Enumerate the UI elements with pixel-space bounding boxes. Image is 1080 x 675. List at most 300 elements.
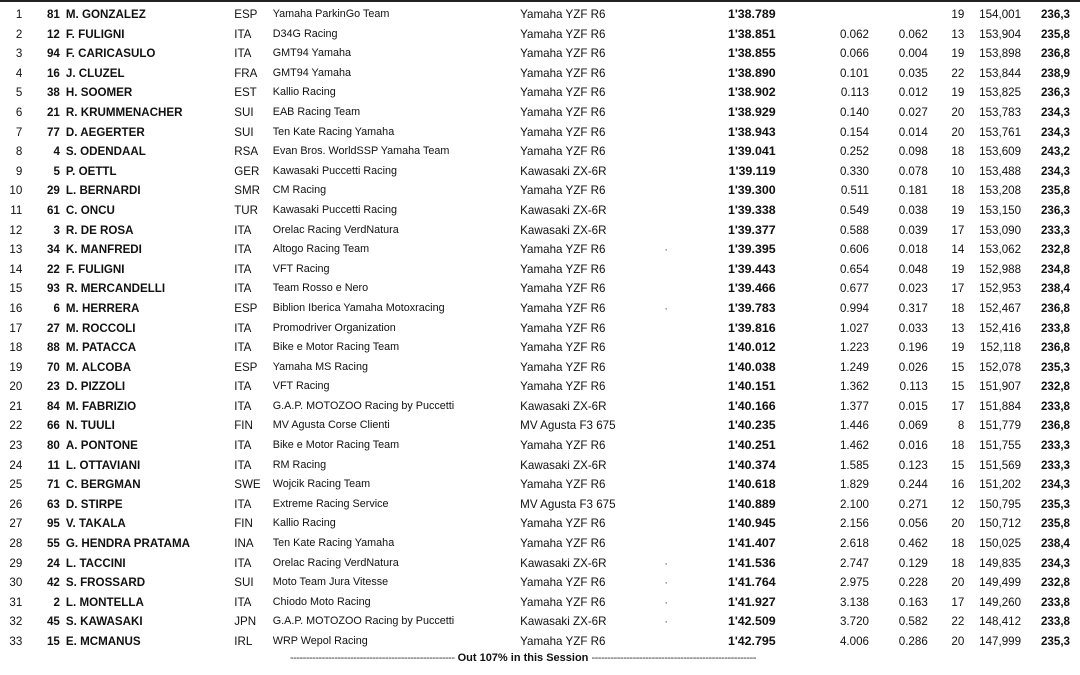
lap-time-cell: 1'40.235 (727, 418, 776, 433)
gap-to-previous-cell: 0.069 (898, 419, 928, 433)
team-cell: G.A.P. MOTOZOO Racing by Puccetti (272, 615, 455, 628)
gap-to-previous-cell: 0.026 (898, 360, 928, 374)
rider-surname: FROSSARD (80, 576, 146, 590)
best-lap-number-cell: 19 (951, 47, 965, 61)
best-lap-number-cell: 20 (951, 576, 965, 590)
nationality-cell: IRL (234, 635, 253, 648)
team-cell: WRP Wepol Racing (272, 635, 368, 647)
position-cell: 16 (9, 301, 23, 315)
gap-to-leader-cell: 0.677 (839, 282, 869, 296)
rider-name-cell (66, 5, 234, 25)
table-row (0, 142, 1080, 162)
average-speed-cell: 153,825 (979, 86, 1022, 100)
average-speed-cell: 152,078 (979, 360, 1022, 374)
motorcycle-cell: Yamaha YZF R6 (520, 262, 606, 276)
average-speed-cell: 151,569 (979, 458, 1022, 472)
team-cell: Orelac Racing VerdNatura (272, 556, 399, 569)
best-lap-number-cell: 22 (951, 615, 965, 629)
nationality-cell: SMR (234, 184, 260, 198)
nationality-cell: SWE (234, 478, 261, 492)
lap-time-cell: 1'39.395 (727, 242, 776, 257)
rider-number-cell: 2 (53, 595, 60, 609)
team-cell: Orelac Racing VerdNatura (272, 223, 399, 236)
gap-to-previous-cell: 0.123 (898, 458, 928, 472)
top-speed-cell: 236,8 (1040, 341, 1070, 355)
rider-number-cell: 3 (53, 223, 60, 237)
team-cell: CM Racing (272, 184, 327, 197)
gap-to-leader-cell: 3.138 (839, 595, 869, 609)
best-lap-number-cell: 20 (951, 105, 965, 119)
marker-cell: · (664, 301, 669, 315)
rider-number-cell: 77 (46, 125, 60, 139)
rider-initial: A. (65, 439, 78, 453)
position-cell: 15 (9, 282, 23, 296)
rider-initial: D. (65, 497, 78, 511)
average-speed-cell: 153,904 (979, 27, 1022, 41)
rider-surname: KAWASAKI (80, 615, 143, 629)
table-row (0, 103, 1080, 123)
top-speed-cell: 235,3 (1040, 635, 1070, 648)
average-speed-cell: 153,898 (979, 47, 1022, 61)
team-cell: RM Racing (272, 458, 327, 471)
rider-name-cell (66, 416, 234, 436)
rider-initial: D. (65, 380, 78, 394)
rider-surname: ALCOBA (81, 360, 132, 374)
average-speed-cell: 153,783 (979, 105, 1022, 119)
table-row (0, 221, 1080, 241)
position-cell: 21 (9, 399, 23, 413)
gap-to-leader-cell: 1.585 (839, 458, 869, 472)
best-lap-number-cell: 19 (951, 8, 965, 21)
average-speed-cell: 148,412 (979, 615, 1022, 629)
lap-time-cell: 1'38.890 (727, 65, 776, 80)
rider-initial: C. (65, 203, 78, 217)
rider-surname: BERNARDI (79, 184, 141, 198)
nationality-cell: ESP (234, 360, 258, 374)
marker-cell (654, 142, 678, 162)
lap-time-cell: 1'39.816 (727, 320, 776, 335)
rider-number-cell: 21 (46, 105, 60, 119)
gap-to-previous-cell: 0.018 (898, 243, 928, 257)
rider-initial: L. (65, 556, 77, 570)
nationality-cell: SUI (234, 576, 254, 590)
rider-surname: MCMANUS (80, 635, 141, 648)
marker-cell (654, 397, 678, 417)
gap-to-previous-cell: 0.012 (898, 86, 928, 100)
marker-cell (654, 358, 678, 378)
motorcycle-cell: Kawasaki ZX-6R (520, 223, 607, 237)
rider-surname: ONCU (80, 203, 115, 217)
position-cell: 23 (9, 439, 23, 453)
marker-cell: · (664, 576, 669, 590)
motorcycle-cell: Kawasaki ZX-6R (520, 615, 607, 629)
rider-initial: M. (65, 360, 79, 374)
lap-time-cell: 1'40.012 (727, 340, 776, 355)
rider-number-cell: 4 (53, 145, 60, 159)
gap-to-previous-cell: 0.113 (899, 380, 928, 394)
marker-cell (654, 319, 678, 339)
rider-initial: S. (65, 145, 77, 159)
best-lap-number-cell: 18 (951, 439, 965, 453)
gap-to-leader-cell: 0.606 (839, 243, 869, 257)
top-speed-cell: 236,3 (1040, 203, 1070, 217)
team-cell: Kawasaki Puccetti Racing (272, 203, 397, 216)
marker-cell (654, 44, 678, 64)
position-cell: 14 (9, 262, 23, 276)
lap-time-cell: 1'39.338 (727, 202, 776, 217)
lap-time-cell: 1'40.945 (727, 516, 776, 531)
rider-surname: PATACCA (82, 341, 137, 355)
nationality-cell: GER (234, 164, 260, 178)
rider-initial: K. (65, 243, 78, 257)
rider-name-cell (66, 319, 234, 339)
rider-initial: R. (65, 105, 78, 119)
gap-to-previous-cell (869, 5, 928, 25)
gap-to-previous-cell: 0.023 (898, 282, 928, 296)
team-cell: EAB Racing Team (272, 105, 361, 118)
rider-surname: TAKALA (79, 517, 126, 531)
position-cell: 28 (9, 537, 23, 551)
position-cell: 25 (9, 478, 23, 492)
table-row (0, 5, 1080, 25)
nationality-cell: FIN (234, 419, 253, 433)
top-speed-cell: 234,3 (1040, 105, 1070, 119)
rider-name-cell (66, 456, 234, 476)
results-table (0, 5, 1080, 652)
lap-time-cell: 1'41.764 (727, 575, 776, 590)
rider-number-cell: 22 (46, 262, 60, 276)
lap-time-cell: 1'40.251 (727, 438, 776, 453)
motorcycle-cell: Yamaha YZF R6 (520, 301, 606, 315)
table-row (0, 279, 1080, 299)
nationality-cell: ITA (234, 399, 252, 413)
nationality-cell: ITA (234, 458, 252, 472)
team-cell: Yamaha MS Racing (272, 360, 368, 373)
rider-number-cell: 80 (46, 439, 60, 453)
top-speed-cell: 235,3 (1040, 360, 1070, 374)
table-row (0, 201, 1080, 221)
lap-time-cell: 1'39.300 (727, 183, 776, 198)
rider-name-cell (66, 201, 234, 221)
rider-number-cell: 29 (46, 184, 60, 198)
rider-number-cell: 24 (46, 556, 60, 570)
position-cell: 29 (9, 556, 23, 570)
team-cell: Wojcik Racing Team (272, 478, 371, 491)
top-speed-cell: 233,3 (1040, 439, 1070, 453)
rider-number-cell: 16 (46, 66, 60, 80)
rider-name-cell (66, 162, 234, 182)
best-lap-number-cell: 19 (951, 86, 965, 100)
motorcycle-cell: Yamaha YZF R6 (520, 380, 606, 394)
gap-to-previous-cell: 0.015 (898, 399, 928, 413)
rider-initial: F. (65, 27, 75, 41)
gap-to-leader-cell: 2.747 (839, 556, 869, 570)
rider-name-cell (66, 181, 234, 201)
rider-initial: E. (65, 635, 77, 648)
rider-name-cell (66, 279, 234, 299)
position-cell: 24 (9, 458, 23, 472)
rider-number-cell: 27 (46, 321, 60, 335)
team-cell: G.A.P. MOTOZOO Racing by Puccetti (272, 399, 455, 412)
table-row (0, 377, 1080, 397)
nationality-cell: ITA (234, 341, 252, 355)
position-cell: 20 (9, 380, 23, 394)
best-lap-number-cell: 18 (951, 556, 965, 570)
position-cell: 9 (15, 164, 23, 178)
best-lap-number-cell: 18 (951, 537, 965, 551)
rider-initial: N. (65, 419, 78, 433)
marker-cell (654, 103, 678, 123)
motorcycle-cell: Yamaha YZF R6 (520, 439, 606, 453)
table-row (0, 123, 1080, 143)
marker-cell (654, 25, 678, 45)
nationality-cell: ITA (234, 497, 252, 511)
team-cell: Ten Kate Racing Yamaha (272, 125, 395, 138)
average-speed-cell: 152,953 (979, 282, 1022, 296)
position-cell: 33 (9, 635, 23, 648)
table-row (0, 181, 1080, 201)
rider-surname: TUULI (80, 419, 115, 433)
rider-surname: KRUMMENACHER (80, 105, 183, 119)
rider-initial: V. (65, 517, 76, 531)
position-cell: 4 (15, 66, 23, 80)
marker-cell (654, 377, 678, 397)
rider-name-cell (66, 83, 234, 103)
rider-initial: D. (65, 125, 78, 139)
rider-name-cell (66, 573, 234, 593)
top-speed-cell: 233,8 (1040, 399, 1070, 413)
rider-number-cell: 88 (46, 341, 60, 355)
lap-time-cell: 1'38.929 (727, 104, 776, 119)
team-cell: MV Agusta Corse Clienti (272, 419, 390, 432)
marker-cell: · (664, 556, 669, 570)
lap-time-cell: 1'40.151 (727, 379, 776, 394)
top-speed-cell: 233,8 (1040, 615, 1070, 629)
nationality-cell: ITA (234, 595, 252, 609)
position-cell: 22 (9, 419, 23, 433)
motorcycle-cell: MV Agusta F3 675 (520, 419, 616, 433)
rider-name-cell (66, 240, 234, 260)
gap-to-leader-cell: 0.062 (839, 27, 869, 41)
rider-initial: S. (65, 576, 77, 590)
rider-surname: TACCINI (79, 556, 126, 570)
average-speed-cell: 153,609 (979, 145, 1022, 159)
nationality-cell: JPN (234, 615, 257, 629)
rider-name-cell (66, 436, 234, 456)
rider-surname: STIRPE (80, 497, 123, 511)
rider-number-cell: 45 (46, 615, 60, 629)
team-cell: Kallio Racing (272, 517, 336, 530)
best-lap-number-cell: 19 (951, 341, 965, 355)
top-speed-cell: 233,8 (1040, 595, 1070, 609)
team-cell: Promodriver Organization (272, 321, 396, 334)
rider-number-cell: 71 (46, 478, 60, 492)
gap-to-leader-cell: 1.249 (839, 360, 869, 374)
rider-number-cell: 61 (46, 203, 60, 217)
rider-initial: G. (65, 537, 79, 551)
rider-number-cell: 81 (46, 8, 60, 21)
gap-to-previous-cell: 0.582 (898, 615, 928, 629)
motorcycle-cell: Kawasaki ZX-6R (520, 164, 607, 178)
average-speed-cell: 154,001 (979, 8, 1022, 21)
lap-time-cell: 1'39.041 (727, 144, 776, 159)
team-cell: Ten Kate Racing Yamaha (272, 537, 395, 550)
marker-cell (654, 456, 678, 476)
lap-time-cell: 1'38.851 (727, 26, 776, 41)
marker-cell (654, 338, 678, 358)
position-cell: 6 (15, 105, 23, 119)
results-table-body (0, 5, 1080, 652)
best-lap-number-cell: 15 (951, 458, 965, 472)
rider-number-cell: 84 (46, 399, 60, 413)
lap-time-cell: 1'41.536 (727, 555, 776, 570)
team-cell: Bike e Motor Racing Team (272, 341, 400, 354)
nationality-cell: ITA (234, 47, 252, 61)
rider-initial: M. (65, 301, 79, 315)
rider-number-cell: 55 (46, 537, 60, 551)
top-speed-cell: 234,3 (1040, 164, 1070, 178)
position-cell: 31 (9, 595, 23, 609)
out-107-divider (248, 652, 798, 664)
marker-cell: · (664, 243, 669, 257)
rider-name-cell (66, 377, 234, 397)
best-lap-number-cell: 12 (951, 497, 965, 511)
best-lap-number-cell: 16 (951, 478, 965, 492)
motorcycle-cell: Yamaha YZF R6 (520, 8, 606, 21)
rider-number-cell: 38 (46, 86, 60, 100)
motorcycle-cell: Kawasaki ZX-6R (520, 458, 607, 472)
average-speed-cell: 151,907 (979, 380, 1022, 394)
average-speed-cell: 152,118 (980, 341, 1022, 355)
table-row (0, 573, 1080, 593)
rider-initial: R. (65, 282, 78, 296)
gap-to-leader-cell: 0.140 (839, 105, 869, 119)
average-speed-cell: 153,062 (979, 243, 1022, 257)
top-speed-cell: 233,3 (1040, 223, 1070, 237)
average-speed-cell: 151,202 (979, 478, 1022, 492)
gap-to-leader-cell: 0.154 (839, 125, 869, 139)
marker-cell (654, 181, 678, 201)
rider-initial: P. (65, 164, 76, 178)
motorcycle-cell: Yamaha YZF R6 (520, 105, 606, 119)
rider-name-cell (66, 593, 234, 613)
marker-cell (654, 201, 678, 221)
rider-surname: CLUZEL (78, 66, 125, 80)
best-lap-number-cell: 18 (951, 184, 965, 198)
motorcycle-cell: Kawasaki ZX-6R (520, 556, 607, 570)
table-row (0, 299, 1080, 319)
motorcycle-cell: Yamaha YZF R6 (520, 321, 606, 335)
best-lap-number-cell: 19 (951, 262, 965, 276)
team-cell: Moto Team Jura Vitesse (272, 576, 389, 589)
rider-name-cell (66, 632, 234, 652)
rider-surname: HERRERA (82, 301, 140, 315)
table-row (0, 534, 1080, 554)
rider-number-cell: 94 (46, 47, 60, 61)
motorcycle-cell: Kawasaki ZX-6R (520, 203, 607, 217)
gap-to-leader-cell: 0.330 (839, 164, 869, 178)
gap-to-leader-cell: 1.362 (839, 380, 869, 394)
top-speed-cell: 238,9 (1040, 66, 1070, 80)
gap-to-leader-cell: 0.066 (839, 47, 869, 61)
marker-cell (654, 279, 678, 299)
lap-time-cell: 1'39.119 (728, 163, 776, 178)
marker-cell (654, 123, 678, 143)
best-lap-number-cell: 17 (951, 282, 965, 296)
best-lap-number-cell: 22 (951, 66, 965, 80)
table-row (0, 416, 1080, 436)
average-speed-cell: 153,761 (979, 125, 1022, 139)
team-cell: VFT Racing (272, 262, 330, 275)
rider-number-cell: 15 (46, 635, 60, 648)
rider-name-cell (66, 554, 234, 574)
table-row (0, 593, 1080, 613)
gap-to-leader-cell: 0.654 (839, 262, 869, 276)
rider-number-cell: 63 (46, 497, 60, 511)
average-speed-cell: 150,025 (979, 537, 1022, 551)
gap-to-leader-cell: 2.975 (839, 576, 869, 590)
nationality-cell: ITA (234, 262, 252, 276)
rider-number-cell: 23 (46, 380, 60, 394)
rider-number-cell: 66 (46, 419, 60, 433)
rider-name-cell (66, 260, 234, 280)
lap-time-cell: 1'38.902 (727, 85, 776, 100)
position-cell: 13 (9, 243, 23, 257)
lap-time-cell: 1'40.618 (727, 477, 776, 492)
divider-dashes-right: ---------------------------------------------------- (591, 652, 756, 664)
gap-to-leader-cell: 1.829 (839, 478, 869, 492)
table-row (0, 554, 1080, 574)
rider-number-cell: 70 (46, 360, 60, 374)
rider-number-cell: 42 (46, 576, 60, 590)
nationality-cell: FRA (234, 66, 258, 80)
nationality-cell: ITA (234, 282, 252, 296)
rider-surname: ROCCOLI (82, 321, 136, 335)
position-cell: 5 (15, 86, 23, 100)
rider-name-cell (66, 103, 234, 123)
top-speed-cell: 234,3 (1040, 125, 1070, 139)
rider-name-cell (66, 221, 234, 241)
team-cell: VFT Racing (272, 380, 330, 393)
best-lap-number-cell: 8 (957, 419, 965, 433)
best-lap-number-cell: 13 (951, 321, 965, 335)
position-cell: 18 (9, 341, 23, 355)
rider-surname: BERGMAN (80, 478, 141, 492)
table-row (0, 319, 1080, 339)
rider-name-cell (66, 142, 234, 162)
gap-to-leader-cell: 0.994 (839, 301, 869, 315)
average-speed-cell: 152,467 (979, 301, 1022, 315)
top-speed-cell: 234,8 (1040, 262, 1070, 276)
rider-surname: PIZZOLI (80, 380, 126, 394)
lap-time-cell: 1'38.855 (727, 46, 776, 61)
top-speed-cell: 236,3 (1040, 86, 1070, 100)
gap-to-previous-cell: 0.048 (898, 262, 928, 276)
table-row (0, 338, 1080, 358)
position-cell: 2 (15, 27, 23, 41)
team-cell: D34G Racing (272, 27, 338, 40)
rider-initial: M. (65, 8, 79, 21)
average-speed-cell: 151,755 (979, 439, 1022, 453)
rider-surname: SOOMER (80, 86, 133, 100)
gap-to-leader-cell: 0.549 (839, 203, 869, 217)
rider-name-cell (66, 475, 234, 495)
position-cell: 8 (15, 145, 23, 159)
rider-surname: PONTONE (80, 439, 138, 453)
rider-surname: GONZALEZ (82, 8, 146, 21)
rider-initial: L. (65, 458, 77, 472)
top-speed-cell: 232,8 (1040, 380, 1070, 394)
